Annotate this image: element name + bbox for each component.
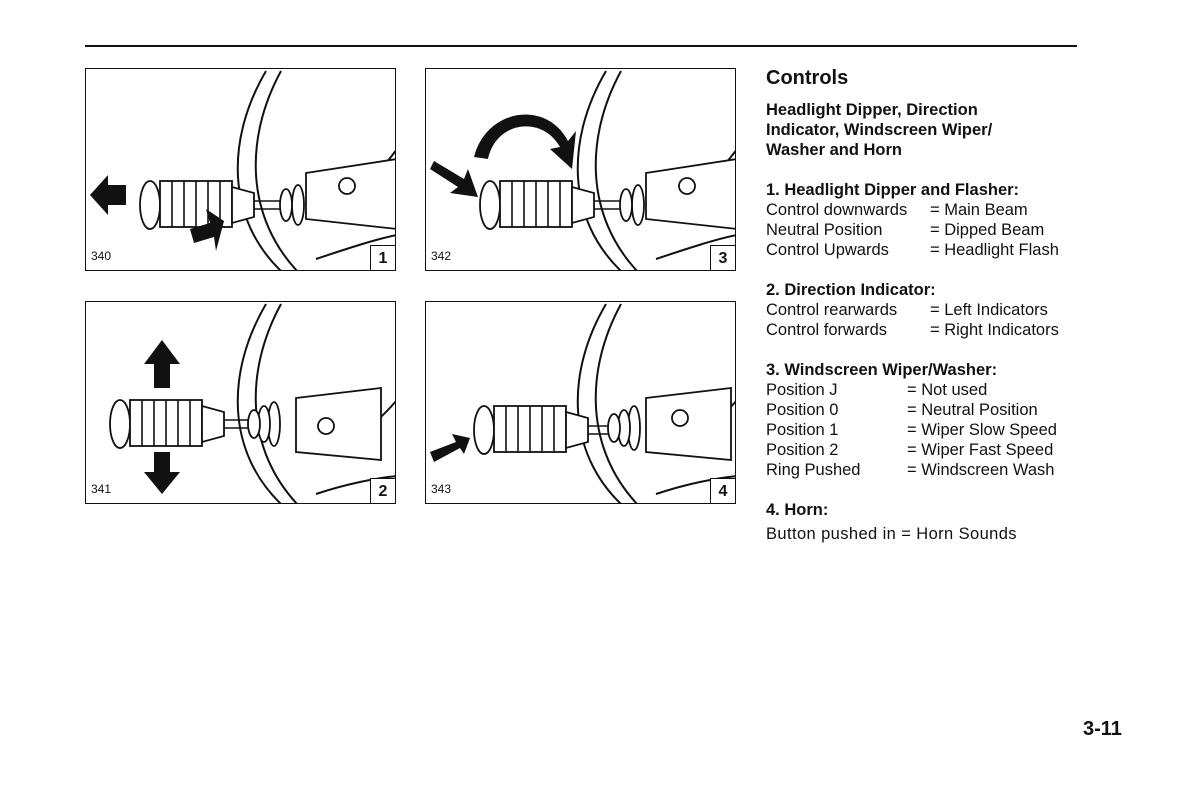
- item-label: Control Upwards: [766, 241, 889, 259]
- subtitle: [766, 100, 1086, 160]
- figure-code: 341: [91, 482, 112, 496]
- section-heading: 4. Horn:: [766, 501, 829, 519]
- figure-number: 3: [710, 245, 736, 271]
- list-item: [766, 220, 1086, 240]
- list-item: [766, 240, 1086, 260]
- item-label: Control downwards: [766, 201, 908, 219]
- item-label: Position 1: [766, 421, 839, 439]
- list-item: [766, 440, 1086, 460]
- arrow-up-icon: [144, 340, 180, 388]
- stalk-illustration-1: [86, 69, 396, 271]
- subtitle-line: Indicator, Windscreen Wiper/: [766, 121, 993, 139]
- figure-1: [85, 68, 396, 271]
- item-value: = Wiper Slow Speed: [907, 421, 1057, 439]
- section-heading: 3. Windscreen Wiper/Washer:: [766, 361, 998, 379]
- item-value: = Left Indicators: [930, 301, 1048, 319]
- list-item: [766, 380, 1086, 400]
- arrow-push-icon: [430, 161, 478, 197]
- page-title: Controls: [766, 67, 849, 89]
- figure-4: [425, 301, 736, 504]
- figure-number: 1: [370, 245, 396, 271]
- item-label: Control rearwards: [766, 301, 898, 319]
- subtitle-line: Headlight Dipper, Direction: [766, 101, 978, 119]
- item-value: = Dipped Beam: [930, 221, 1045, 239]
- item-value: = Right Indicators: [930, 321, 1059, 339]
- controls-text: [766, 66, 1086, 564]
- section-heading: 1. Headlight Dipper and Flasher:: [766, 181, 1020, 199]
- item-label: Ring Pushed: [766, 461, 861, 479]
- item-value: = Windscreen Wash: [907, 461, 1055, 479]
- list-item: [766, 320, 1086, 340]
- figure-number: 2: [370, 478, 396, 504]
- list-item: [766, 460, 1086, 480]
- figure-code: 340: [91, 249, 112, 263]
- item-value: = Not used: [907, 381, 988, 399]
- horn-text: Button pushed in = Horn Sounds: [766, 525, 1017, 543]
- list-item: [766, 420, 1086, 440]
- section-direction-indicator: [766, 280, 1086, 340]
- arrow-down-icon: [144, 452, 180, 494]
- figure-code: 343: [431, 482, 452, 496]
- list-item: [766, 200, 1086, 220]
- list-item: [766, 300, 1086, 320]
- item-label: Position 0: [766, 401, 839, 419]
- item-value: = Headlight Flash: [930, 241, 1059, 259]
- section-headlight-dipper: [766, 180, 1086, 260]
- arrow-push-icon: [430, 434, 470, 462]
- figure-number: 4: [710, 478, 736, 504]
- stalk-illustration-4: [426, 302, 736, 504]
- page-number: 3-11: [1083, 718, 1122, 740]
- item-value: = Main Beam: [930, 201, 1028, 219]
- stalk-illustration-3: [426, 69, 736, 271]
- item-label: Control forwards: [766, 321, 888, 339]
- item-value: = Neutral Position: [907, 401, 1038, 419]
- section-horn: [766, 500, 1086, 544]
- figure-code: 342: [431, 249, 452, 263]
- section-windscreen-wiper: [766, 360, 1086, 480]
- figure-2: [85, 301, 396, 504]
- item-label: Position 2: [766, 441, 839, 459]
- item-value: = Wiper Fast Speed: [907, 441, 1054, 459]
- arrow-left-icon: [90, 175, 126, 215]
- subtitle-line: Washer and Horn: [766, 141, 902, 159]
- arrow-rotate-icon: [474, 115, 576, 169]
- item-label: Position J: [766, 381, 838, 399]
- list-item: [766, 400, 1086, 420]
- figure-3: [425, 68, 736, 271]
- section-heading: 2. Direction Indicator:: [766, 281, 936, 299]
- stalk-illustration-2: [86, 302, 396, 504]
- item-label: Neutral Position: [766, 221, 883, 239]
- header-rule: [85, 45, 1077, 47]
